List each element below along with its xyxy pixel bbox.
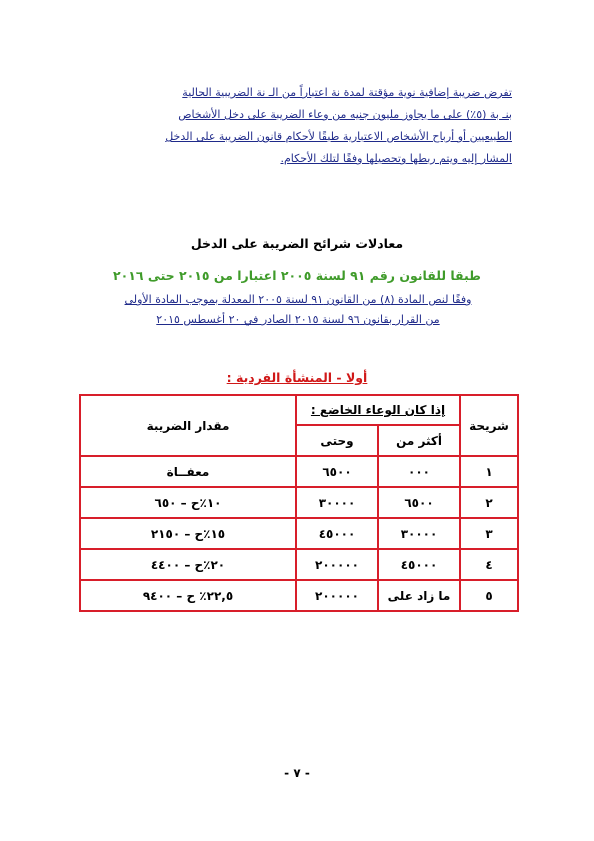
intro-line: تفرض ضريبة إضافية نوية مؤقتة لمدة نة اعتباراً من الـ نة الضريبية الحالية: [182, 86, 512, 99]
table-header-row: [80, 395, 518, 425]
cell-amount: ٢٢,٥٪ ح – ٩٤٠٠: [80, 580, 296, 611]
cell-from: ما زاد على: [378, 580, 460, 611]
header-to: وحتى: [296, 425, 378, 456]
header-base-group: إذا كان الوعاء الخاضع :: [296, 395, 460, 425]
cell-from: ٦٥٠٠: [378, 487, 460, 518]
cell-bracket: ١: [460, 456, 518, 487]
cell-bracket: ٣: [460, 518, 518, 549]
table-row: [80, 518, 518, 549]
table-row: [80, 549, 518, 580]
intro-line: المشار إليه ويتم ربطها وتحصيلها وفقًا لتلك الأحكام.: [280, 152, 512, 165]
table-row: [80, 456, 518, 487]
intro-line: الطبيعيين أو أرباح الأشخاص الاعتبارية طبقًا لأحكام قانون الضريبة على الدخل: [165, 130, 512, 143]
cell-from: ٣٠٠٠٠: [378, 518, 460, 549]
cell-to: ٢٠٠٠٠٠: [296, 580, 378, 611]
table-row: [80, 487, 518, 518]
main-heading: معادلات شرائح الضريبة على الدخل: [190, 236, 404, 251]
page-number: - ٧ -: [284, 766, 310, 780]
cell-bracket: ٢: [460, 487, 518, 518]
header-from: أكثر من: [378, 425, 460, 456]
cell-amount: ٢٠٪ح – ٤٤٠٠: [80, 549, 296, 580]
law-heading: طبقا للقانون رقم ٩١ لسنة ٢٠٠٥ اعتبارا من ٢٠١٥ حتى ٢٠١٦: [113, 268, 481, 283]
law-reference-line: وفقًا لنص المادة (٨) من القانون ٩١ لسنة ٢٠٠٥ المعدلة بموجب المادة الأولى: [124, 293, 472, 306]
cell-from: ٠٠٠: [378, 456, 460, 487]
cell-to: ٤٥٠٠٠: [296, 518, 378, 549]
intro-line: بنـ بة (٥٪) على ما يجاوز مليون جنيه من وعاء الضريبة على دخل الأشخاص: [178, 108, 512, 121]
section-title: أولا - المنشأة الفردية :: [226, 370, 368, 385]
law-reference-line: من القرار بقانون ٩٦ لسنة ٢٠١٥ الصادر في ٢٠ أغسطس ٢٠١٥: [156, 313, 440, 326]
intro-paragraph: [84, 82, 512, 170]
cell-amount: ١٠٪ح – ٦٥٠: [80, 487, 296, 518]
tax-brackets-table: [79, 394, 519, 612]
cell-amount: ١٥٪ح – ٢١٥٠: [80, 518, 296, 549]
cell-to: ٣٠٠٠٠: [296, 487, 378, 518]
cell-to: ٢٠٠٠٠٠: [296, 549, 378, 580]
cell-to: ٦٥٠٠: [296, 456, 378, 487]
header-amount: مقدار الضريبة: [80, 395, 296, 456]
cell-bracket: ٥: [460, 580, 518, 611]
table-row: [80, 580, 518, 611]
cell-bracket: ٤: [460, 549, 518, 580]
law-reference: [84, 290, 512, 330]
cell-amount: معفــاة: [80, 456, 296, 487]
cell-from: ٤٥٠٠٠: [378, 549, 460, 580]
header-bracket: شريحة: [460, 395, 518, 456]
